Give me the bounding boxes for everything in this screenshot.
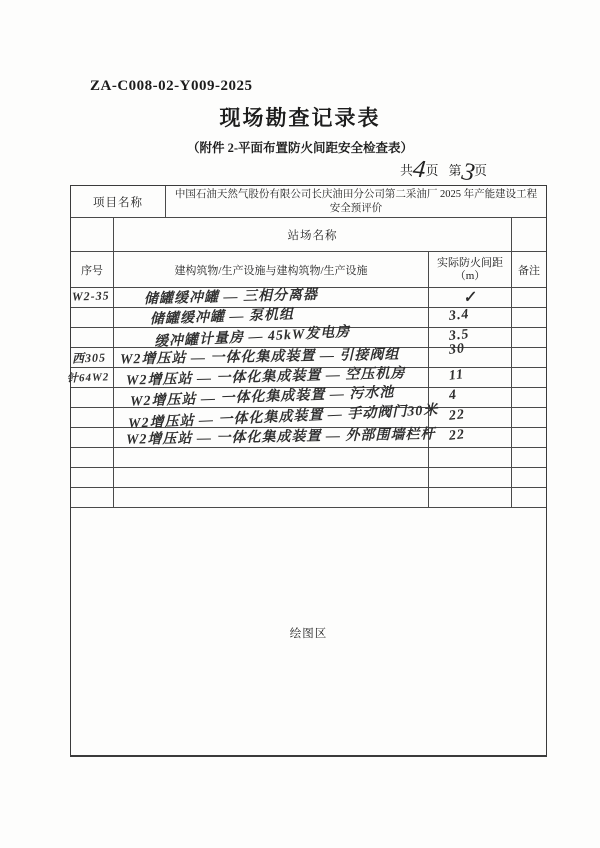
project-name-row — [71, 186, 546, 218]
row-distance-cell — [429, 308, 512, 327]
row-desc-cell — [114, 448, 429, 467]
handwritten-desc: W2增压站 — 一体化集成装置 — 外部围墙栏杆 — [125, 427, 436, 448]
row-seq-cell — [71, 448, 114, 467]
col-header-seq: 序号 — [71, 252, 114, 287]
row-seq-cell — [71, 428, 114, 447]
drawing-area-label: 绘图区 — [289, 627, 328, 640]
row-distance-cell — [429, 388, 512, 407]
handwritten-distance: 3.4 — [448, 306, 471, 325]
station-row-left-cell — [71, 218, 114, 251]
col-header-distance-line1: 实际防火间距 — [437, 256, 503, 269]
document-title: 现场勘查记录表 — [219, 106, 381, 130]
row-desc-cell — [114, 308, 429, 327]
handwritten-current-page: 3 — [459, 158, 477, 187]
row-distance-cell — [429, 341, 512, 367]
table-row — [66, 366, 546, 389]
station-row-right-cell — [512, 218, 546, 251]
total-pages-prefix: 共 — [400, 163, 414, 178]
handwritten-distance: 4 — [448, 387, 458, 404]
row-desc-cell — [114, 468, 429, 487]
project-name-value: 中国石油天然气股份有限公司长庆油田分公司第二采油厂 2025 年产能建设工程安全预评价 — [174, 188, 538, 214]
handwritten-distance: 3.5 — [448, 326, 471, 345]
handwritten-distance: 30 — [448, 341, 466, 358]
row-desc-cell — [114, 427, 436, 448]
row-seq-cell — [71, 348, 114, 367]
project-name-label: 项目名称 — [71, 186, 166, 217]
page-count-line — [400, 155, 488, 187]
row-seq-cell — [71, 488, 114, 507]
row-remark-cell — [512, 488, 546, 507]
handwritten-seq: 针64W2 — [66, 371, 110, 385]
handwritten-distance: 11 — [448, 367, 465, 384]
handwritten-desc: W2增压站 — 一体化集成装置 — 污水池 — [129, 385, 395, 410]
row-remark-cell — [512, 388, 546, 407]
column-header-row — [71, 252, 546, 288]
row-remark-cell — [512, 468, 546, 487]
row-desc-cell — [114, 288, 429, 307]
row-seq-cell — [71, 328, 114, 347]
row-seq-cell — [71, 308, 114, 327]
handwritten-desc: 储罐缓冲罐 — 三相分离器 — [143, 287, 319, 308]
row-distance-cell — [429, 368, 512, 387]
row-distance-cell — [429, 428, 512, 447]
table-body — [66, 287, 546, 508]
col-header-distance-line2: （m） — [454, 269, 486, 282]
handwritten-desc: 储罐缓冲罐 — 泵机组 — [149, 307, 295, 328]
current-page-suffix: 页 — [474, 163, 488, 178]
station-name-row — [71, 218, 546, 252]
row-distance-cell — [429, 288, 512, 307]
row-remark-cell — [512, 308, 546, 327]
row-remark-cell — [512, 428, 546, 447]
row-desc-cell — [114, 403, 439, 432]
row-remark-cell — [512, 288, 546, 307]
row-remark-cell — [512, 408, 546, 427]
row-seq-cell — [71, 388, 114, 407]
station-name-label: 站场名称 — [114, 218, 512, 251]
row-remark-cell — [512, 368, 546, 387]
handwritten-desc: W2增压站 — 一体化集成装置 — 空压机房 — [125, 366, 406, 389]
handwritten-distance: 22 — [448, 407, 466, 424]
handwritten-distance: ✓ — [462, 289, 478, 307]
table-row — [71, 341, 546, 368]
document-subtitle: （附件 2-平面布置防火间距安全检查表） — [186, 141, 414, 155]
drawing-area — [71, 508, 546, 757]
survey-record-table — [66, 185, 547, 757]
row-remark-cell — [512, 328, 546, 347]
row-seq-cell — [71, 468, 114, 487]
row-desc-cell — [114, 324, 429, 351]
row-distance-cell — [429, 448, 512, 467]
row-seq-cell — [71, 408, 114, 427]
total-pages-suffix: 页 — [425, 163, 439, 178]
handwritten-seq: 西305 — [71, 350, 107, 366]
handwritten-total-pages: 4 — [411, 155, 427, 184]
row-seq-cell — [71, 288, 114, 307]
handwritten-distance: 22 — [448, 427, 466, 444]
handwritten-desc: W2增压站 — 一体化集成装置 — 手动阀门30米 — [127, 403, 439, 432]
handwritten-desc: 缓冲罐计量房 — 45kW发电房 — [153, 324, 351, 351]
row-seq-cell — [66, 368, 114, 387]
row-distance-cell — [429, 408, 512, 427]
row-remark-cell — [512, 348, 546, 367]
table-row — [71, 288, 546, 308]
row-remark-cell — [512, 448, 546, 467]
row-distance-cell — [429, 468, 512, 487]
document-code: ZA-C008-02-Y009-2025 — [90, 78, 253, 94]
table-row — [71, 385, 546, 410]
col-header-remark: 备注 — [518, 264, 540, 277]
row-distance-cell — [429, 488, 512, 507]
current-page-prefix: 第 — [448, 163, 462, 178]
handwritten-seq: W2-35 — [71, 288, 110, 304]
col-header-distance — [429, 252, 512, 287]
table-row-empty — [71, 448, 546, 468]
col-header-desc: 建构筑物/生产设施与建构筑物/生产设施 — [114, 252, 429, 287]
table-row-empty — [71, 468, 546, 488]
handwritten-desc: W2增压站 — 一体化集成装置 — 引接阀组 — [119, 347, 400, 368]
row-distance-cell — [429, 328, 512, 347]
table-row-empty — [71, 488, 546, 508]
table-row — [71, 428, 546, 448]
row-desc-cell — [114, 488, 429, 507]
